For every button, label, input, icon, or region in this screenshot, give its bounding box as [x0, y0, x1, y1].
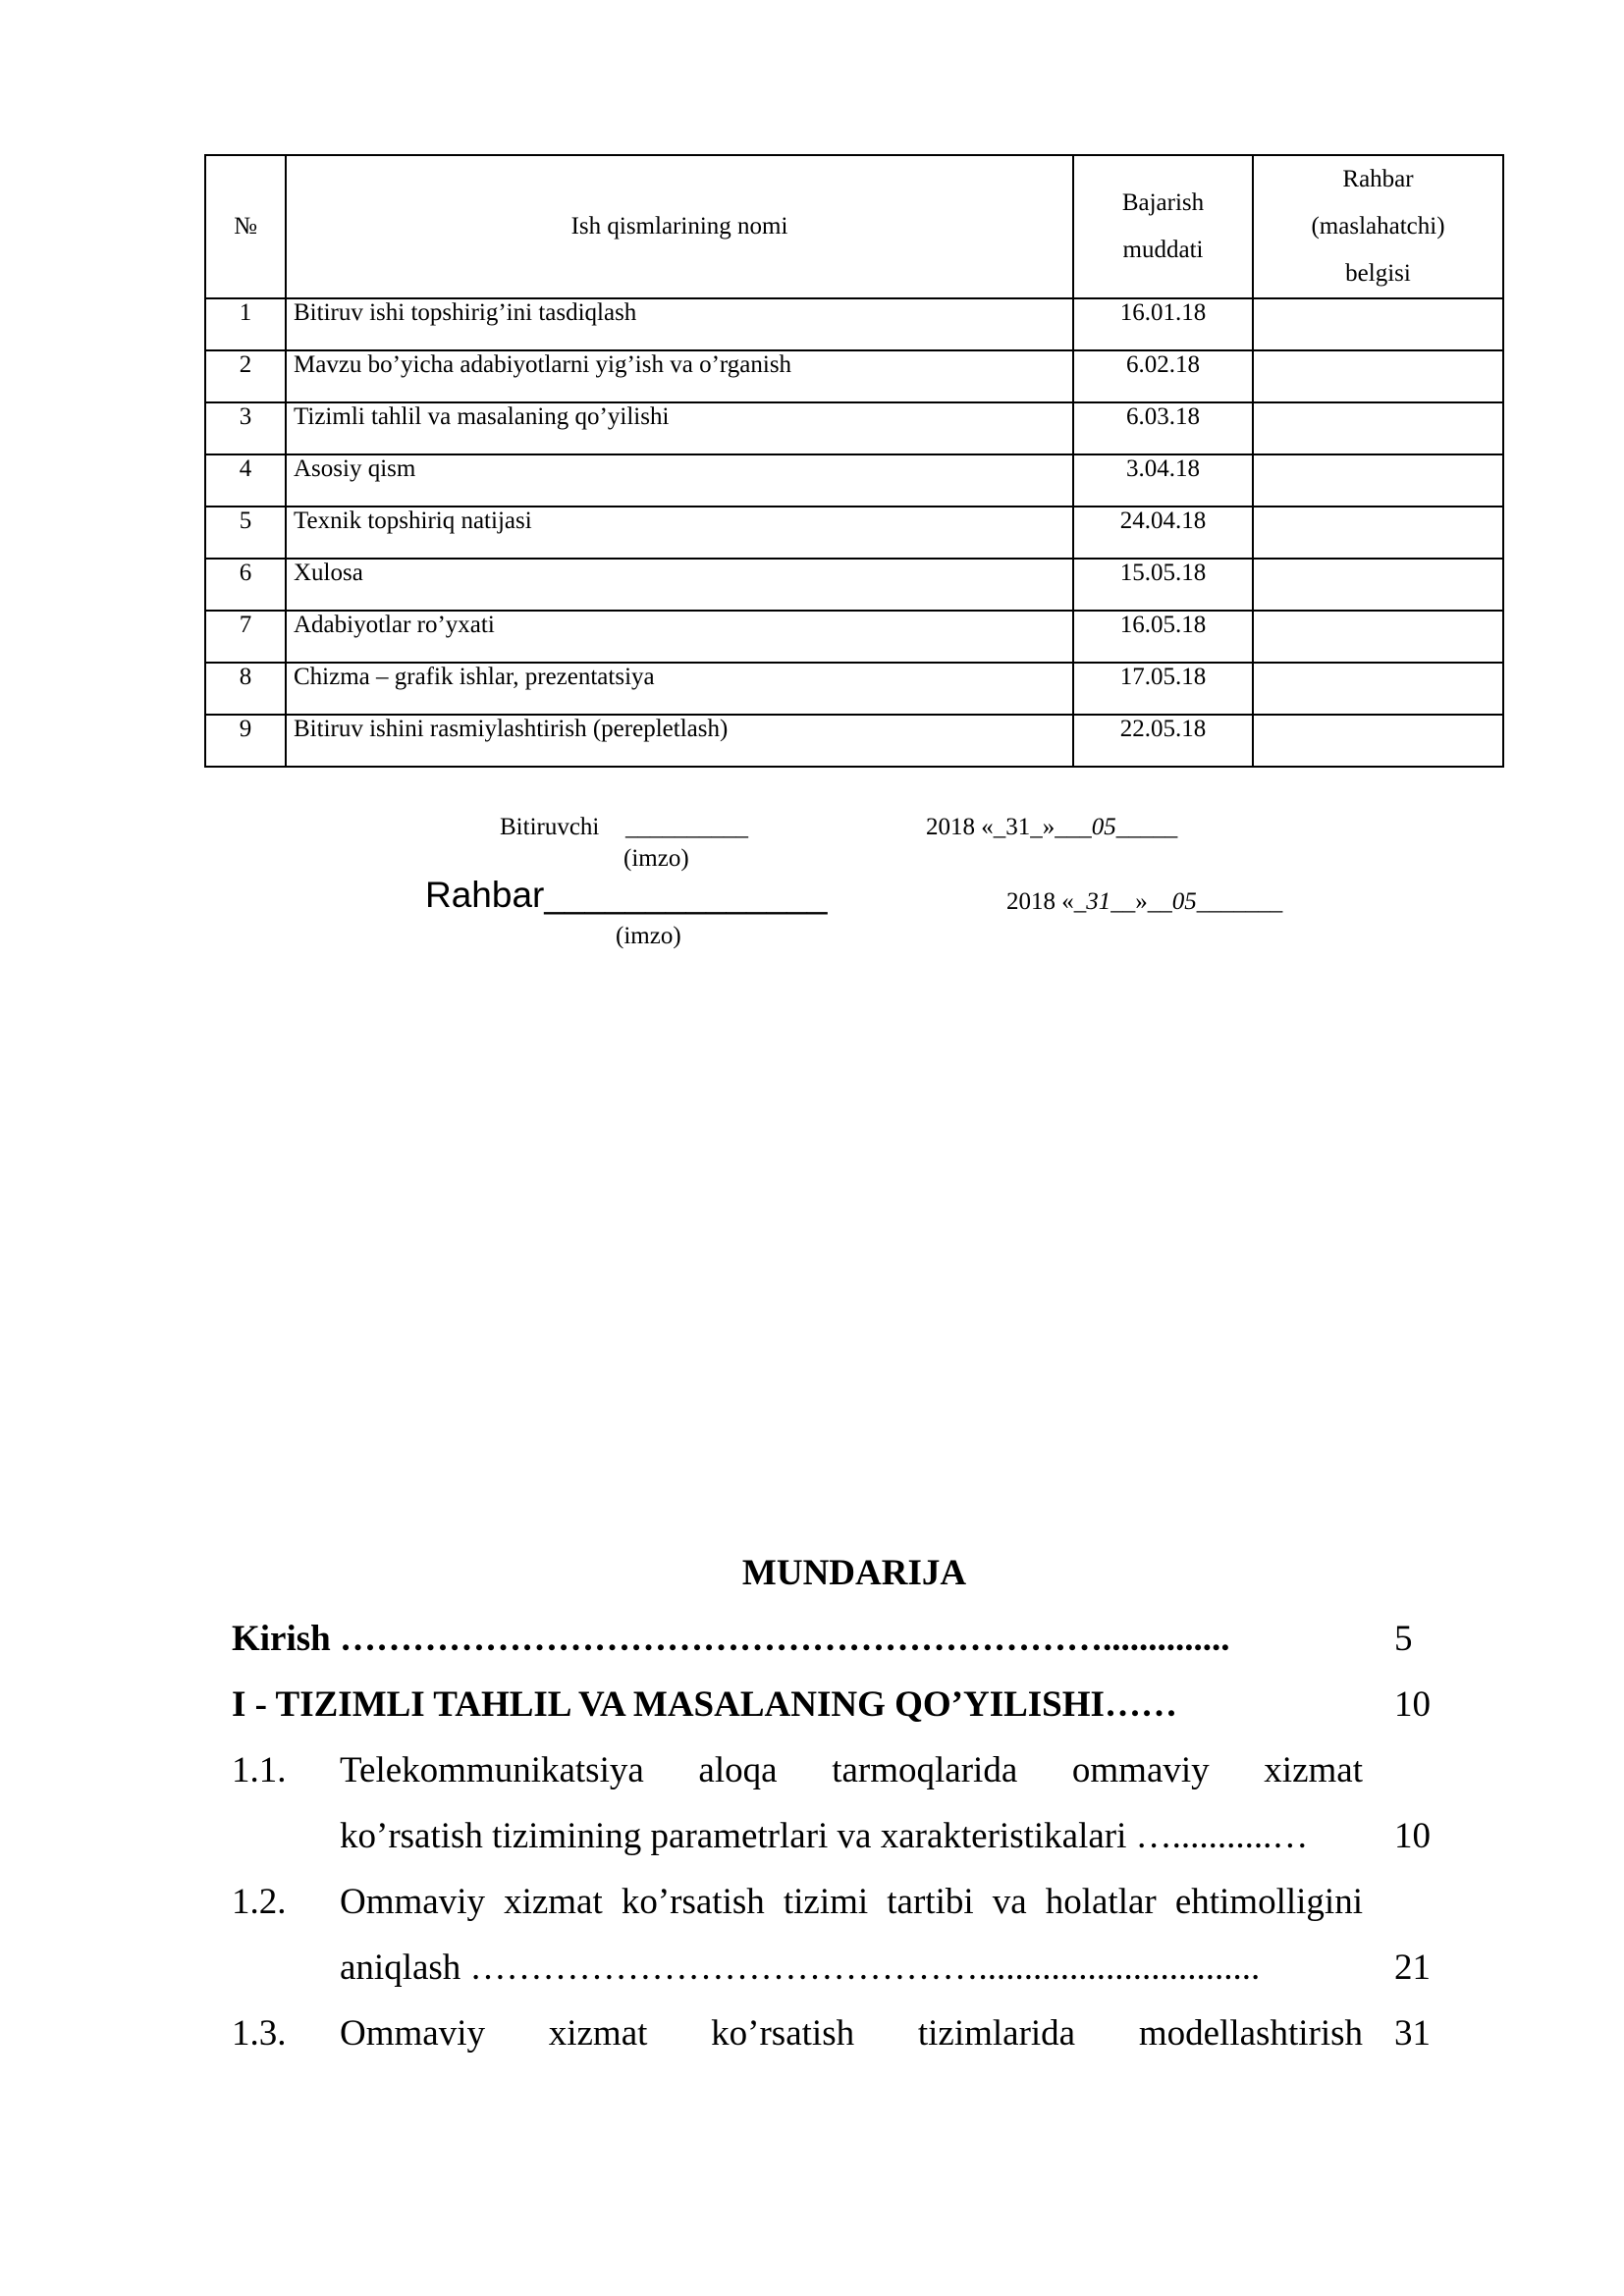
row-number: 3	[205, 402, 286, 454]
toc-section-number: 1.2.	[232, 1882, 287, 1922]
toc-title: MUNDARIJA	[741, 1553, 967, 1593]
table-row	[205, 298, 1503, 350]
toc-page-number: 31	[1394, 2013, 1431, 2054]
row-task-name: Asosiy qism	[286, 454, 1073, 507]
header-sign-line2: (maslahatchi)	[1311, 213, 1445, 240]
toc-page-number: 10	[1394, 1684, 1431, 1725]
graduate-date-tail: _____	[1115, 814, 1178, 840]
table-row	[205, 350, 1503, 402]
supervisor-date-year: 2018 «	[1006, 888, 1074, 915]
table-header-row	[205, 155, 1503, 298]
toc-entry-chapter-1[interactable]: I - TIZIMLI TAHLIL VA MASALANING QO’YILISHI……	[232, 1684, 1177, 1725]
toc-page-number: 21	[1394, 1948, 1431, 1988]
toc-entry-section-1-3-line1[interactable]: Ommaviy xizmat ko’rsatish tizimlarida modellashtirish	[340, 2013, 1363, 2054]
work-schedule-table	[204, 154, 1504, 768]
toc-entry-section-1-1-line1[interactable]: Telekommunikatsiya aloqa tarmoqlarida ommaviy xizmat	[340, 1750, 1363, 1790]
row-deadline: 6.02.18	[1073, 350, 1253, 402]
header-deadline-line2: muddati	[1122, 237, 1204, 263]
toc-entry-section-1-2-line1[interactable]: Ommaviy xizmat ko’rsatish tizimi tartibi va holatlar ehtimolligini	[340, 1882, 1363, 1922]
row-number: 1	[205, 298, 286, 350]
row-sign	[1253, 559, 1503, 611]
row-sign	[1253, 350, 1503, 402]
supervisor-signature-line: ______________	[544, 875, 828, 915]
supervisor-label	[425, 875, 827, 916]
toc-entry-intro[interactable]: Kirish ………………………………………………………..............	[232, 1619, 1230, 1659]
row-sign	[1253, 298, 1503, 350]
table-row	[205, 454, 1503, 507]
supervisor-date-sep: »__	[1135, 888, 1172, 915]
row-task-name: Xulosa	[286, 559, 1073, 611]
graduate-imzo-caption: (imzo)	[623, 845, 689, 872]
row-deadline: 22.05.18	[1073, 715, 1253, 767]
toc-section-number: 1.3.	[232, 2013, 287, 2054]
supervisor-imzo-caption: (imzo)	[616, 923, 681, 949]
graduate-date	[926, 814, 1177, 841]
row-deadline: 16.01.18	[1073, 298, 1253, 350]
row-sign	[1253, 611, 1503, 663]
row-number: 6	[205, 559, 286, 611]
graduate-date-day: _31_	[993, 814, 1043, 840]
graduate-date-month: 05	[1091, 814, 1116, 840]
supervisor-date-day: _31__	[1073, 888, 1136, 915]
toc-page-number: 10	[1394, 1816, 1431, 1856]
toc-page-number: 5	[1394, 1619, 1413, 1659]
graduate-label: Bitiruvchi	[500, 814, 600, 840]
row-task-name: Tizimli tahlil va masalaning qo’yilishi	[286, 402, 1073, 454]
header-sign-line1: Rahbar	[1342, 166, 1414, 192]
table-row	[205, 715, 1503, 767]
row-deadline: 24.04.18	[1073, 507, 1253, 559]
supervisor-date-month: 05	[1171, 888, 1197, 915]
graduate-date-sep: »___	[1042, 814, 1092, 840]
row-number: 2	[205, 350, 286, 402]
row-number: 7	[205, 611, 286, 663]
row-deadline: 3.04.18	[1073, 454, 1253, 507]
row-number: 4	[205, 454, 286, 507]
graduate-date-year: 2018 «	[926, 814, 994, 840]
row-deadline: 16.05.18	[1073, 611, 1253, 663]
row-number: 8	[205, 663, 286, 715]
table-row	[205, 507, 1503, 559]
row-sign	[1253, 507, 1503, 559]
toc-entry-section-1-1-line2[interactable]: ko’rsatish tizimining parametrlari va xarakteristikalari …...........…	[340, 1816, 1309, 1856]
supervisor-date	[1006, 888, 1282, 916]
toc-entry-section-1-2-line2[interactable]: aniqlash ……………………………………...............................	[340, 1948, 1261, 1988]
row-task-name: Bitiruv ishini rasmiylashtirish (perepletlash)	[286, 715, 1073, 767]
table-row	[205, 663, 1503, 715]
header-task-name: Ish qismlarining nomi	[286, 155, 1073, 298]
table-row	[205, 402, 1503, 454]
row-number: 5	[205, 507, 286, 559]
supervisor-date-tail: _______	[1196, 888, 1283, 915]
row-deadline: 17.05.18	[1073, 663, 1253, 715]
graduate-signature-line: __________	[625, 814, 748, 840]
header-deadline	[1073, 155, 1253, 298]
row-task-name: Mavzu bo’yicha adabiyotlarni yig’ish va o’rganish	[286, 350, 1073, 402]
row-deadline: 6.03.18	[1073, 402, 1253, 454]
header-number: №	[205, 155, 286, 298]
row-task-name: Chizma – grafik ishlar, prezentatsiya	[286, 663, 1073, 715]
row-sign	[1253, 663, 1503, 715]
row-sign	[1253, 715, 1503, 767]
row-task-name: Adabiyotlar ro’yxati	[286, 611, 1073, 663]
row-number: 9	[205, 715, 286, 767]
supervisor-label-text: Rahbar	[425, 875, 545, 915]
row-sign	[1253, 402, 1503, 454]
row-task-name: Bitiruv ishi topshirig’ini tasdiqlash	[286, 298, 1073, 350]
header-deadline-line1: Bajarish	[1121, 189, 1205, 216]
row-sign	[1253, 454, 1503, 507]
header-supervisor-sign	[1253, 155, 1503, 298]
toc-section-number: 1.1.	[232, 1750, 287, 1790]
row-task-name: Texnik topshiriq natijasi	[286, 507, 1073, 559]
table-row	[205, 559, 1503, 611]
row-deadline: 15.05.18	[1073, 559, 1253, 611]
table-row	[205, 611, 1503, 663]
header-sign-line3: belgisi	[1345, 260, 1411, 287]
